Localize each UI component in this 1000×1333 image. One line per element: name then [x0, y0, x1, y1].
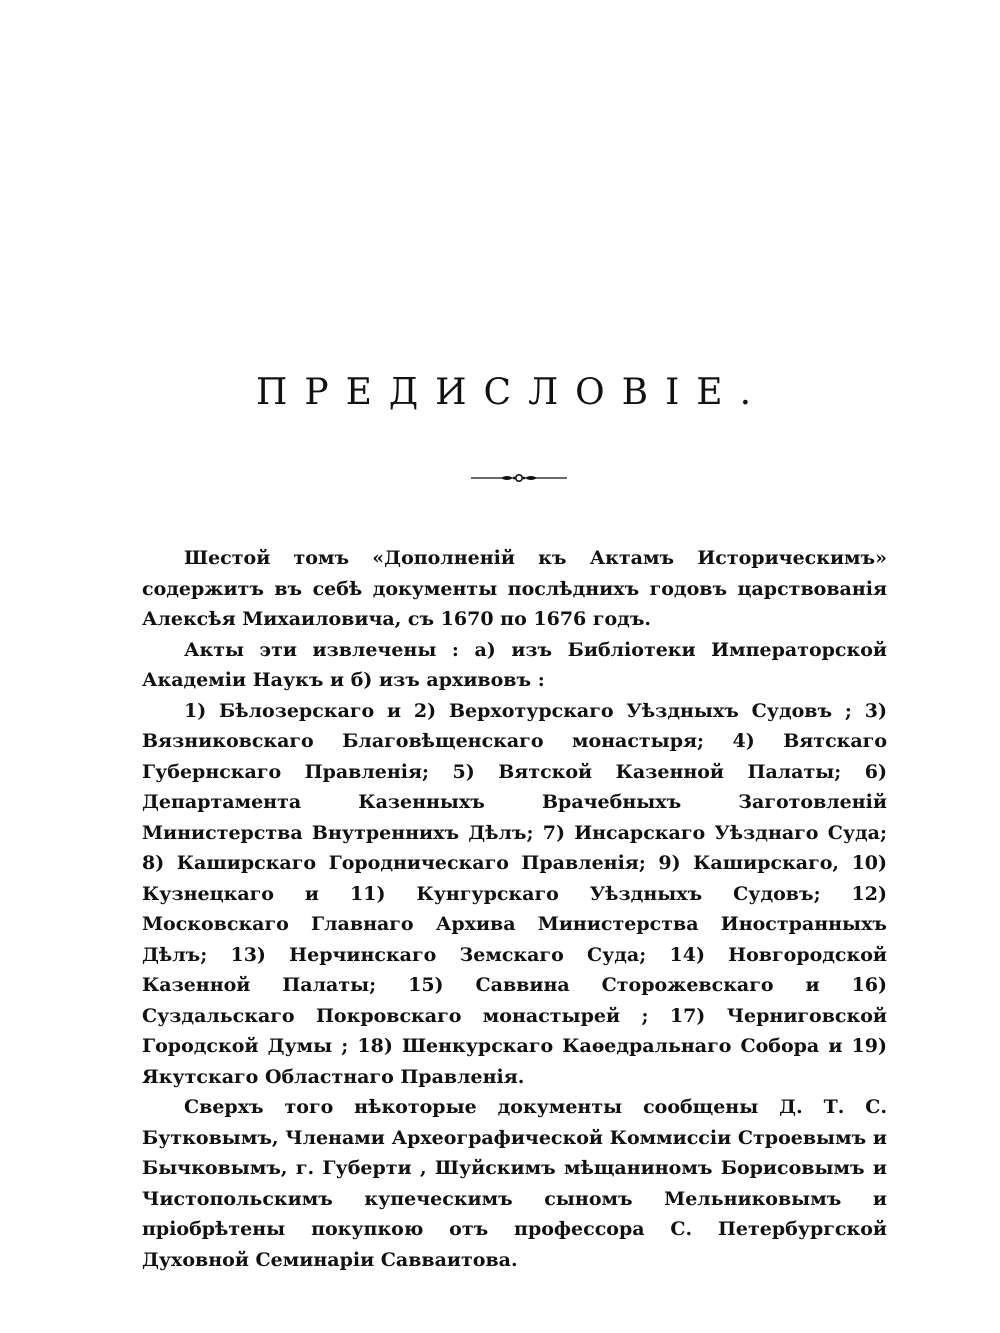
paragraph-archives: 1) Бѣлозерскаго и 2) Верхотурскаго Уѣздныхъ Судовъ ; 3) Вязниковскаго Благовѣщенскаго монастыря; 4) Вятскаго Губернскаго Правленія; 5) Вятской Казенной Палаты; 6) Департамента Казенныхъ Врачебныхъ Заготовленій Министерства Внутреннихъ Дѣлъ; 7) Инсарскаго Уѣзднаго Суда; 8) Каширскаго Городническаго Правленія; 9) Каширскаго, 10) Кузнецкаго и 11) Кунгурскаго Уѣздныхъ Судовъ; 12) Московскаго Главнаго Архива Министерства Иностранныхъ Дѣлъ; 13) Нерчинскаго Земскаго Суда; 14) Новгородской Казенной Палаты; 15) Саввина Сторожевскаго и 16) Суздальскаго Покровскаго монастырей ; 17) Черниговской Городской Думы ; 18) Шенкурскаго Каѳедральнаго Собора и 19) Якутскаго Областнаго Правленія. — [142, 699, 887, 1088]
decorative-rule-icon — [471, 470, 567, 486]
page-title: ПРЕДИСЛОВІЕ. — [255, 372, 769, 413]
paragraph-sources: Акты эти извлечены : а) изъ Библіотеки Императорской Академіи Наукъ и б) изъ архивовъ : — [142, 638, 887, 691]
paragraph-volume: Шестой томъ «Дополненій къ Актамъ Историческимъ» содержитъ въ себѣ документы послѣднихъ годовъ царствованія Алексѣя Михаиловича, съ 1670 по 1676 годъ. — [142, 547, 887, 630]
preface-text — [142, 543, 887, 1275]
paragraph-contributors: Сверхъ того нѣкоторые документы сообщены Д. Т. С. Бутковымъ, Членами Археографической Коммиссіи Строевымъ и Бычковымъ, г. Губерти , Шуйскимъ мѣщаниномъ Борисовымъ и Чистопольскимъ купеческимъ сыномъ Мельниковымъ и пріобрѣтены покупкою отъ профессора С. Петербургской Духовной Семинаріи Савваитова. — [142, 1096, 887, 1271]
